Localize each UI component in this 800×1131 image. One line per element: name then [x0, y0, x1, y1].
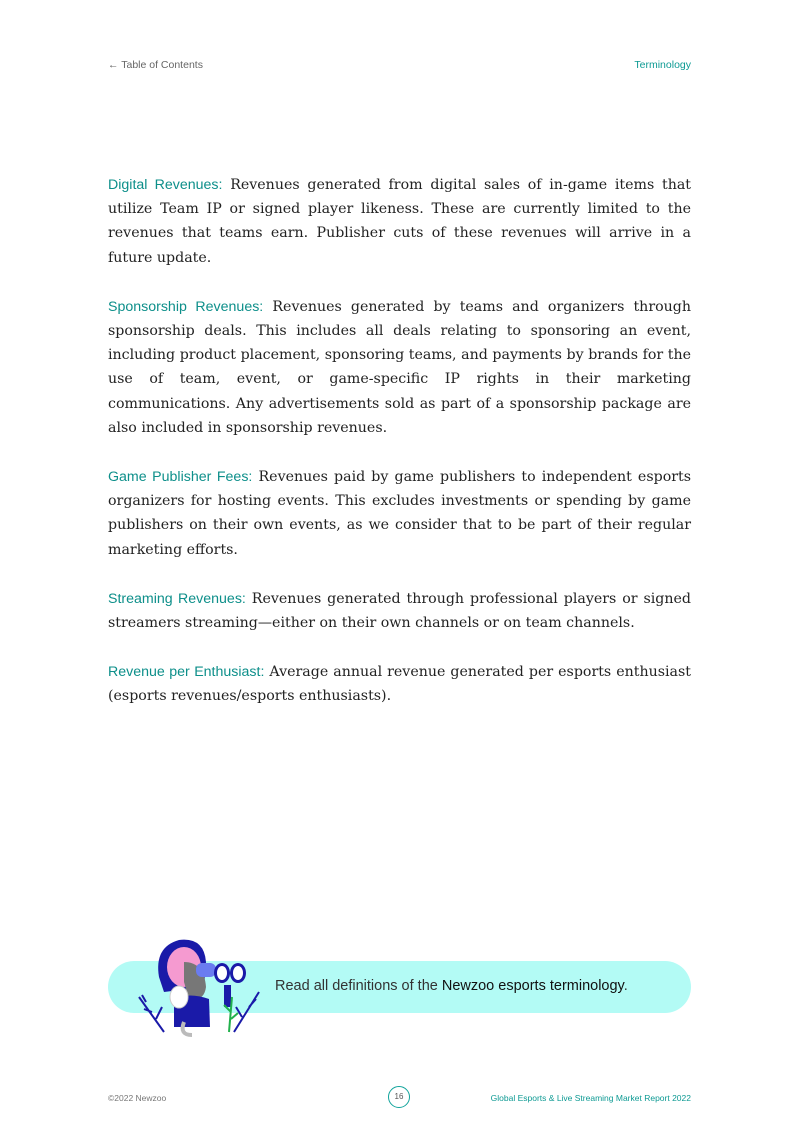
- definition-text: Revenues paid by game publishers to independent esports organizers for hosting events. This excludes investments or spending by game publishers on their own events, as we consider that to be part of their regular marketing efforts.: [108, 469, 691, 558]
- term: Sponsorship Revenues:: [108, 298, 264, 315]
- definition-revenue-per-enthusiast: [108, 660, 691, 708]
- definition-text: Average annual revenue generated per esports enthusiast (esports revenues/esports enthusiasts).: [108, 664, 691, 705]
- definitions-list: [108, 173, 691, 734]
- term: Streaming Revenues:: [108, 590, 246, 607]
- banner-prefix: Read all definitions of the: [275, 978, 442, 994]
- definition-digital-revenues: [108, 173, 691, 270]
- term: Digital Revenues:: [108, 177, 223, 193]
- definition-text: Revenues generated by teams and organizers through sponsorship deals. This includes all deals relating to sponsoring an event, including product placement, sponsoring teams, and payments by brands for the use of team, event, or game-specific IP rights in their marketing communications. Any advertisements sold as part of a sponsorship package are also included in sponsorship revenues.: [108, 298, 691, 436]
- term: Game Publisher Fees:: [108, 469, 253, 486]
- banner-suffix: .: [623, 978, 628, 994]
- banner-text: [275, 978, 628, 994]
- report-title: Global Esports & Live Streaming Market Report 2022: [490, 1093, 691, 1103]
- page-number: 16: [388, 1086, 410, 1108]
- definition-text: Revenues generated through professional players or signed streamers streaming—either on their own channels or on team channels.: [108, 590, 691, 632]
- terminology-link[interactable]: Newzoo esports terminology: [441, 978, 624, 994]
- copyright: ©2022 Newzoo: [108, 1093, 167, 1103]
- definition-game-publisher-fees: [108, 465, 691, 562]
- definition-streaming-revenues: [108, 587, 691, 635]
- table-of-contents-link[interactable]: ← Table of Contents: [108, 59, 203, 71]
- definition-text: Revenues generated from digital sales of in-game items that utilize Team IP or signed player likeness. These are currently limited to the revenues that teams earn. Publisher cuts of these revenues will arrive in a future update.: [108, 177, 691, 266]
- term: Revenue per Enthusiast:: [108, 664, 265, 681]
- section-title: Terminology: [634, 59, 691, 71]
- definition-sponsorship-revenues: [108, 295, 691, 440]
- binoculars-character-illustration: [134, 937, 274, 1037]
